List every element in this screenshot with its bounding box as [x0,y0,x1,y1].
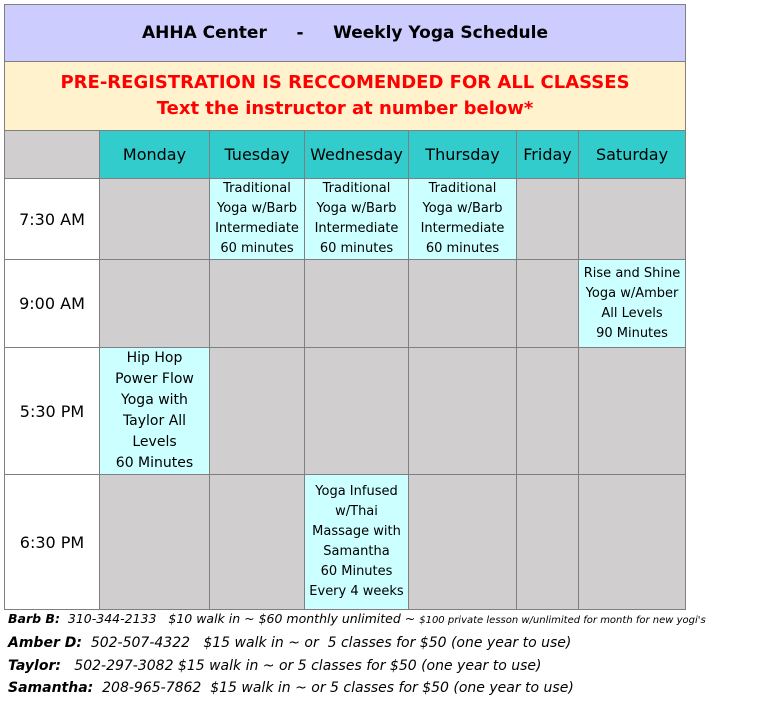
class-line: Traditional [322,181,391,196]
class-line: Intermediate [215,221,299,236]
empty-slot [210,348,305,475]
center-name: AHHA Center [142,23,267,43]
day-header-friday: Friday [517,131,579,179]
schedule-title: Weekly Yoga Schedule [333,23,549,43]
empty-slot [517,260,579,348]
class-cell [579,260,686,348]
time-label: 5:30 PM [5,348,100,475]
time-label: 9:00 AM [5,260,100,348]
header-corner [5,131,100,179]
class-line: Yoga w/Barb [316,201,397,216]
class-line: Yoga with [121,392,188,408]
class-line: Samantha [323,544,390,559]
empty-slot [579,179,686,260]
class-line: Yoga w/Barb [422,201,503,216]
class-cell [100,348,210,475]
class-cell [305,475,409,610]
contact-details: 208-965-7862 $15 walk in ~ or 5 classes for $50 (one year to use) [93,680,574,696]
class-line: 60 Minutes [320,564,393,579]
class-line: Traditional [223,181,291,196]
empty-slot [517,475,579,610]
empty-slot [100,179,210,260]
class-line: 90 Minutes [596,325,668,341]
page-title [5,5,686,62]
table-row [5,260,686,348]
empty-slot [409,260,517,348]
class-line: Levels [132,434,177,450]
class-line: Rise and Shine [583,265,681,281]
instructor-name: Taylor: [8,658,61,674]
table-row [5,179,686,260]
class-line: Traditional [428,181,497,196]
instructor-name: Samantha: [8,680,94,696]
empty-slot [517,348,579,475]
empty-slot [517,179,579,260]
title-dash: - [296,23,304,43]
instructor-name: Barb B: [8,611,60,626]
class-cell [409,179,517,260]
empty-slot [210,475,305,610]
class-line: All Levels [601,305,663,321]
class-line: w/Thai [335,504,378,519]
contact-line [8,611,706,626]
contact-line [8,635,571,651]
time-label: 6:30 PM [5,475,100,610]
notice-line-1: PRE-REGISTRATION IS RECCOMENDED FOR ALL CLASSES [60,72,630,93]
day-header-tuesday: Tuesday [210,131,305,179]
schedule-table [4,4,686,610]
day-header-thursday: Thursday [409,131,517,179]
title-row [5,5,686,62]
empty-slot [579,475,686,610]
class-cell [305,179,409,260]
class-line: 60 minutes [319,241,394,256]
empty-slot [100,260,210,348]
contact-details: 502-507-4322 $15 walk in ~ or 5 classes for $50 (one year to use) [81,635,572,651]
day-header-wednesday: Wednesday [305,131,409,179]
empty-slot [210,260,305,348]
empty-slot [579,348,686,475]
class-line: Yoga w/Amber [585,285,679,301]
class-line: Yoga w/Barb [216,201,297,216]
class-line: Intermediate [314,221,399,236]
empty-slot [100,475,210,610]
table-row [5,475,686,610]
class-line: Yoga Infused [315,484,398,499]
class-line: Hip Hop [126,350,183,366]
class-line: Taylor All [122,413,187,429]
class-line: Massage with [312,524,401,539]
notice-line-2: Text the instructor at number below* [156,98,534,119]
class-line: 60 Minutes [115,455,194,471]
empty-slot [409,348,517,475]
contact-note: $100 private lesson w/unlimited for month for new yogi's [419,615,706,626]
contact-line [8,680,574,696]
empty-slot [409,475,517,610]
table-row [5,348,686,475]
time-label: 7:30 AM [5,179,100,260]
day-header-saturday: Saturday [579,131,686,179]
notice-row [5,62,686,131]
class-line: 60 minutes [425,241,500,256]
contact-details: 502-297-3082 $15 walk in ~ or 5 classes for $50 (one year to use) [60,658,542,674]
day-header-monday: Monday [100,131,210,179]
contact-line [8,658,541,674]
class-cell [210,179,305,260]
contact-details: 310-344-2133 $10 walk in ~ $60 monthly unlimited ~ [59,611,420,626]
class-line: Power Flow [115,371,194,387]
empty-slot [305,260,409,348]
day-header-row [5,131,686,179]
registration-notice [5,62,686,131]
instructor-name: Amber D: [8,635,82,651]
class-line: Every 4 weeks [309,584,404,599]
class-line: 60 minutes [220,241,294,256]
empty-slot [305,348,409,475]
class-line: Intermediate [420,221,505,236]
